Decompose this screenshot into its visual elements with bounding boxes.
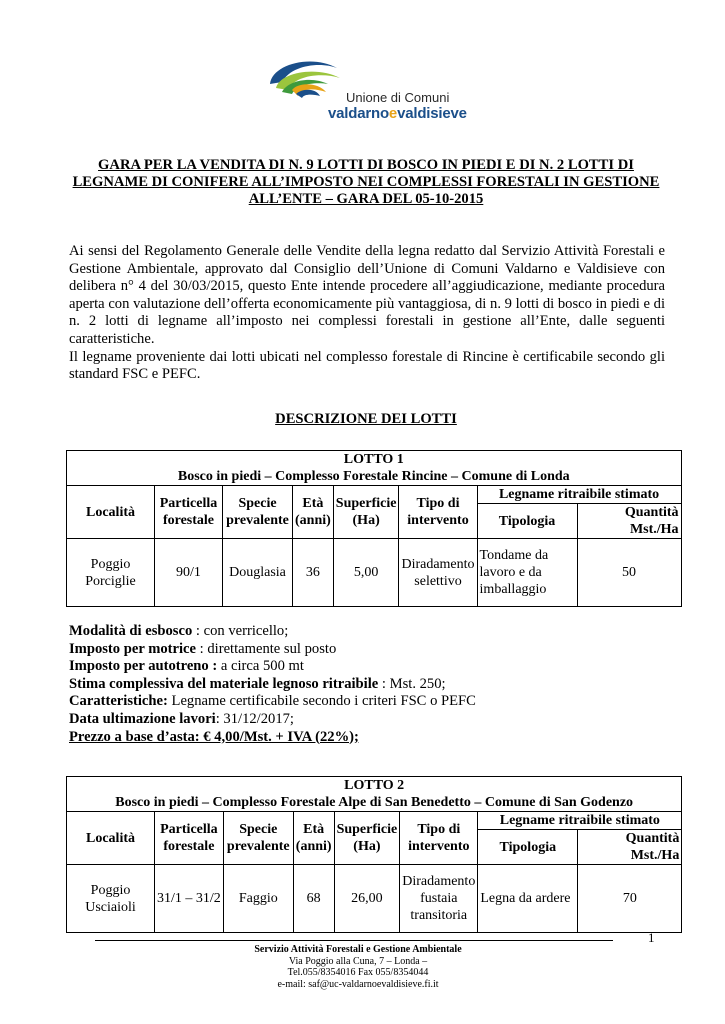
- detail-motrice-label: Imposto per motrice: [69, 640, 196, 657]
- col-localita: Località: [67, 812, 155, 865]
- footer-line-2: Via Poggio alla Cuna, 7 – Londa –: [288, 955, 428, 967]
- footer-line-3: Tel.055/8354016 Fax 055/8354044: [287, 967, 429, 979]
- detail-data-value: : 31/12/2017;: [215, 710, 294, 727]
- lot1-eta: 36: [293, 539, 334, 607]
- detail-motrice: [69, 641, 669, 659]
- col-tipologia: Tipologia: [478, 830, 578, 865]
- lot2-localita: Poggio Usciaioli: [67, 865, 155, 933]
- col-tipo: Tipo di intervento: [400, 812, 478, 865]
- lot2-specie: Faggio: [223, 865, 293, 933]
- lot1-tipologia: Tondame da lavoro e da imballaggio: [477, 539, 577, 607]
- footer-divider: [95, 940, 613, 941]
- lot1-tipo: Diradamento selettivo: [399, 539, 477, 607]
- section-heading: DESCRIZIONE DEI LOTTI: [275, 411, 457, 427]
- org-name-line2: [328, 105, 467, 122]
- detail-data-label: Data ultimazione lavori: [69, 710, 216, 727]
- intro-paragraph-2: Il legname proveniente dai lotti ubicati nel complesso forestale di Rincine è certificabile secondo gli standard FSC e PEFC.: [69, 348, 665, 383]
- col-particella: Particella forestale: [155, 812, 224, 865]
- lot1-particella: 90/1: [155, 539, 223, 607]
- col-legname: Legname ritraibile stimato: [477, 486, 681, 504]
- lot2-tipo: Diradamento fustaia transitoria: [400, 865, 478, 933]
- title-line-1: GARA PER LA VENDITA DI N. 9 LOTTI DI BOSCO IN PIEDI E DI N. 2 LOTTI DI: [98, 157, 634, 173]
- lot1-header: [67, 451, 682, 486]
- col-particella: Particella forestale: [155, 486, 223, 539]
- col-specie: Specie prevalente: [223, 812, 293, 865]
- org-name-line1: Unione di Comuni: [346, 90, 450, 105]
- detail-data: [69, 711, 669, 729]
- detail-caratteristiche: [69, 693, 669, 711]
- intro-paragraph-1: Ai sensi del Regolamento Generale delle Vendite della legna redatto dal Servizio Attività Forestali e Gestione Ambientale, approvato dal Consiglio dell’Unione di Comuni Valdarno e Valdisieve con delibera n° 4 del 30/03/2015, questo Ente intende procedere all’aggiudicazione, mediante procedura aperta con valutazione dell’offerta economicamente più vantaggiosa, di n. 9 lotti di bosco in piedi e di n. 2 lotti di legname all’imposto nei complessi forestali in gestione all’Ente, dalle seguenti caratteristiche.: [69, 243, 665, 347]
- lot2-header: [67, 777, 682, 812]
- lot1-superficie: 5,00: [333, 539, 399, 607]
- lot2-quantita: 70: [578, 865, 682, 933]
- col-quantita: Quantità Mst./Ha: [578, 830, 682, 865]
- detail-caratteristiche-label: Caratteristiche:: [69, 693, 168, 710]
- lot2-table: [66, 776, 682, 933]
- intro-text: [69, 243, 665, 384]
- detail-autotreno-value: a circa 500 mt: [217, 658, 304, 675]
- col-tipologia: Tipologia: [477, 504, 577, 539]
- detail-stima: [69, 676, 669, 694]
- lot2-title: LOTTO 2: [344, 778, 405, 793]
- detail-autotreno: [69, 658, 669, 676]
- col-localita: Località: [67, 486, 155, 539]
- footer-line-4: e-mail: saf@uc-valdarnoevaldisieve.fi.it: [277, 978, 439, 990]
- detail-motrice-value: : direttamente sul posto: [196, 640, 337, 657]
- detail-prezzo: Prezzo a base d’asta: € 4,00/Mst. + IVA (22%);: [69, 728, 359, 745]
- org-name-e: e: [388, 105, 398, 122]
- lot2-eta: 68: [293, 865, 334, 933]
- lot2-particella: 31/1 – 31/2: [155, 865, 224, 933]
- lot2-subtitle: Bosco in piedi – Complesso Forestale Alpe di San Benedetto – Comune di San Godenzo: [115, 795, 634, 810]
- lot1-localita: Poggio Porciglie: [67, 539, 155, 607]
- page-number: 1: [648, 930, 655, 945]
- detail-stima-label: Stima complessiva del materiale legnoso ritraibile: [69, 675, 379, 692]
- title-line-2: LEGNAME DI CONIFERE ALL’IMPOSTO NEI COMPLESSI FORESTALI IN GESTIONE: [72, 174, 660, 190]
- footer-line-1: Servizio Attività Forestali e Gestione Ambientale: [254, 944, 462, 955]
- organization-logo: [262, 54, 467, 124]
- org-name-valdarno: valdarno: [328, 105, 389, 122]
- col-legname: Legname ritraibile stimato: [478, 812, 682, 830]
- col-tipo: Tipo di intervento: [399, 486, 477, 539]
- detail-caratteristiche-value: Legname certificabile secondo i criteri FSC o PEFC: [167, 693, 476, 710]
- lot1-specie: Douglasia: [223, 539, 293, 607]
- lot1-quantita: 50: [577, 539, 681, 607]
- lot1-title: LOTTO 1: [343, 452, 404, 467]
- lot1-details: [69, 623, 669, 746]
- col-superficie: Superficie (Ha): [334, 812, 400, 865]
- detail-esbosco: [69, 623, 669, 641]
- lot1-subtitle: Bosco in piedi – Complesso Forestale Rincine – Comune di Londa: [177, 469, 570, 484]
- lot2-tipologia: Legna da ardere: [478, 865, 578, 933]
- org-name-valdisieve: valdisieve: [397, 105, 467, 122]
- footer: [150, 944, 566, 990]
- detail-autotreno-label: Imposto per autotreno :: [69, 658, 218, 675]
- col-superficie: Superficie (Ha): [333, 486, 399, 539]
- col-specie: Specie prevalente: [223, 486, 293, 539]
- detail-esbosco-label: Modalità di esbosco: [69, 623, 193, 639]
- col-eta: Età (anni): [293, 486, 334, 539]
- col-eta: Età (anni): [293, 812, 334, 865]
- title-line-3: ALL’ENTE – GARA DEL 05-10-2015: [248, 191, 484, 207]
- logo-swirl-icon: [262, 54, 352, 104]
- detail-esbosco-value: : con verricello;: [192, 623, 289, 639]
- document-title: [60, 157, 672, 208]
- lot2-superficie: 26,00: [334, 865, 400, 933]
- detail-stima-value: : Mst. 250;: [378, 675, 446, 692]
- col-quantita: Quantità Mst./Ha: [577, 504, 681, 539]
- lot1-table: [66, 450, 682, 607]
